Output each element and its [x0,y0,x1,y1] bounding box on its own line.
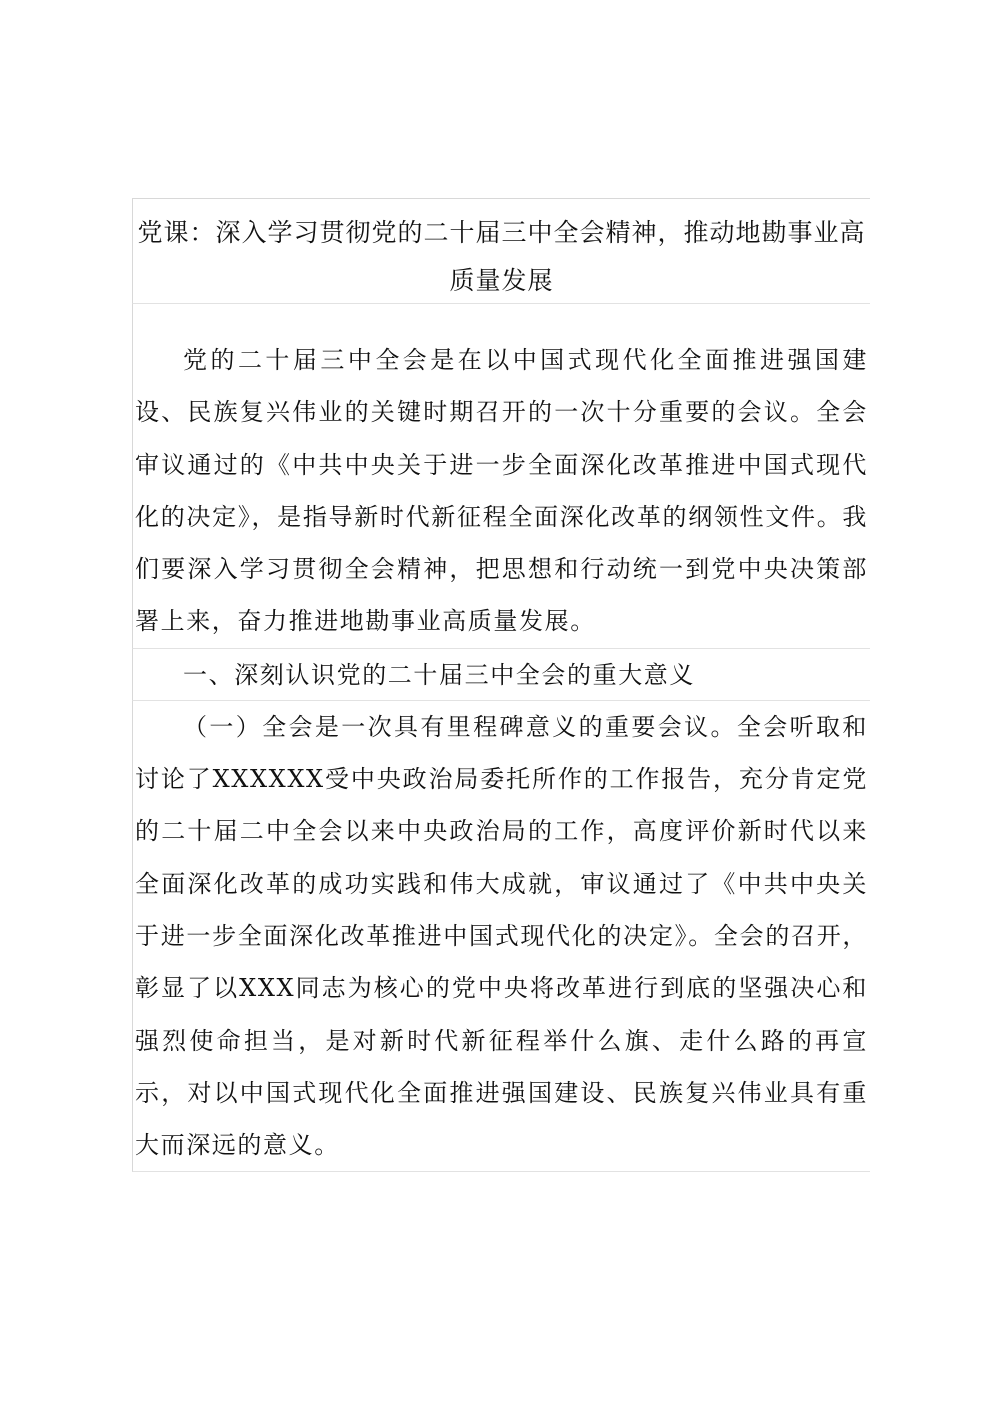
section-1-body-block [132,701,870,1173]
section-1-heading: 一、深刻认识党的二十届三中全会的重大意义 [183,660,695,689]
section-heading-block [132,649,870,701]
intro-paragraph: 党的二十届三中全会是在以中国式现代化全面推进强国建设、民族复兴伟业的关键时期召开的一次十分重要的会议。全会审议通过的《中共中央关于进一步全面深化改革推进中国式现代化的决定》，是指导新时代新征程全面深化改革的纲领性文件。我们要深入学习贯彻全会精神，把思想和行动统一到党中央决策部署上来，奋力推进地勘事业高质量发展。 [135,346,868,636]
document-page [132,198,870,1172]
document-title: 党课：深入学习贯彻党的二十届三中全会精神，推动地勘事业高质量发展 [137,218,866,295]
section-1-paragraph-1: （一）全会是一次具有里程碑意义的重要会议。全会听取和讨论了XXXXXX受中央政治局委托所作的工作报告，充分肯定党的二十届二中全会以来中央政治局的工作，高度评价新时代以来全面深化改革的成功实践和伟大成就，审议通过了《中共中央关于进一步全面深化改革推进中国式现代化的决定》。全会的召开，彰显了以XXX同志为核心的党中央将改革进行到底的坚强决心和强烈使命担当，是对新时代新征程举什么旗、走什么路的再宣示，对以中国式现代化全面推进强国建设、民族复兴伟业具有重大而深远的意义。 [135,712,868,1160]
title-block [132,198,870,304]
intro-block [132,304,870,649]
